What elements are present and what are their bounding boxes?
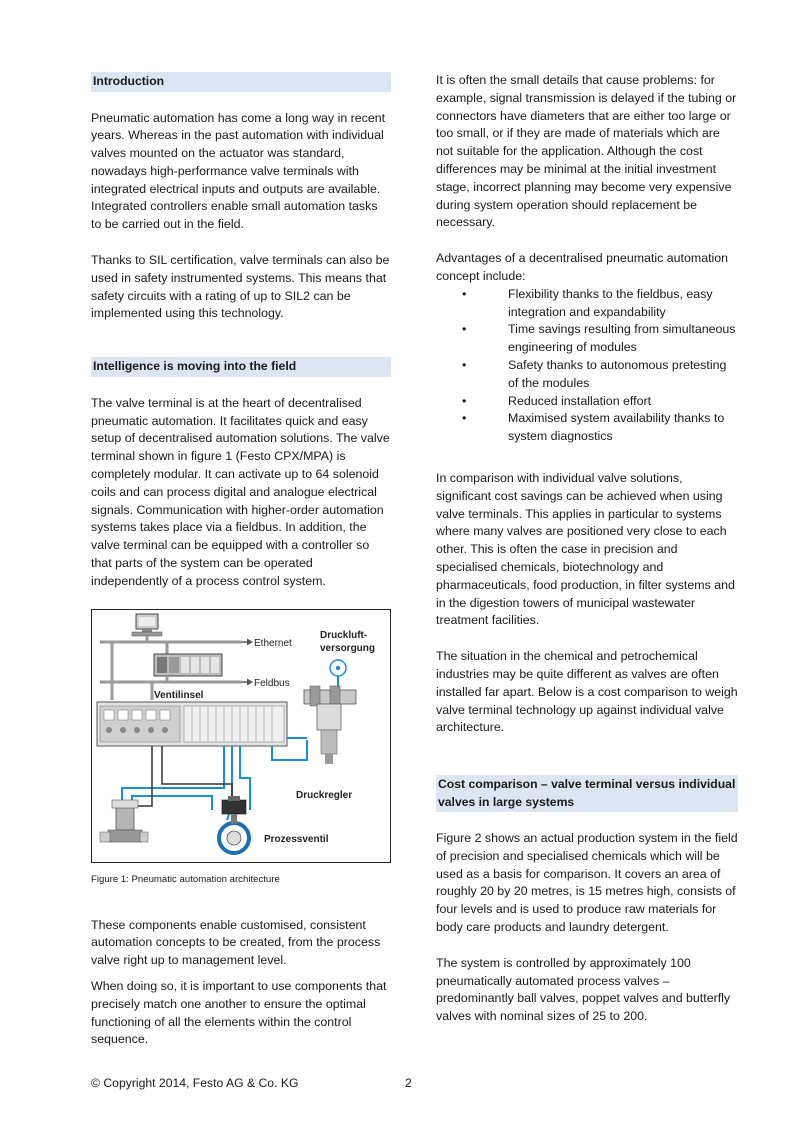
heading-intelligence: Intelligence is moving into the field	[91, 357, 391, 377]
paragraph: The valve terminal is at the heart of decentralised pneumatic automation. It facilitates quick and easy setup of decentralised automation solutions. The valve terminal shown in figure 1 (Festo CPX/MPA) is completely modular. It can activate up to 64 solenoid coils and can process digital and analogue electrical signals. Communication with higher-order automation systems takes place via a fieldbus. In addition, the valve terminal can be equipped with a controller so that parts of the system can be operated independently of a process control system.	[91, 395, 390, 588]
paragraph: Advantages of a decentralised pneumatic automation concept include:	[436, 251, 729, 283]
list-item: • Flexibility thanks to the fieldbus, easy integration and expandability	[462, 286, 713, 319]
label-ventilinsel: Ventilinsel	[154, 689, 204, 701]
list-item: • Time savings resulting from simultaneous engineering of modules	[462, 322, 736, 355]
paragraph: It is often the small details that cause problems: for example, signal transmission is delayed if the tubing or connectors have diameters that are either too large or too small, or if they are made of materials which are not suitable for the application. Although the cost differences may be minimal at the initial investment stage, incorrect planning may become very expensive during system operation should replacement be necessary.	[436, 73, 737, 230]
label-ethernet: Ethernet	[254, 637, 292, 649]
pressure-regulator-icon	[304, 686, 356, 764]
right-column	[436, 72, 738, 1026]
left-column	[91, 72, 391, 1049]
architecture-diagram	[92, 610, 390, 862]
tubing	[122, 738, 307, 825]
paragraph: These components enable customised, consistent automation concepts to be created, from the process valve right up to management level.	[91, 917, 381, 968]
paragraph: Figure 2 shows an actual production system in the field of precision and specialised chemicals which will be used as a basis for comparison. It covers an area of roughly 20 by 20 metres, is 15 metres high, consists of four levels and is used to produce raw materials for body care products and laundry detergent.	[436, 831, 738, 935]
list-item: • Reduced installation effort	[462, 393, 652, 408]
paragraph: In comparison with individual valve solutions, significant cost savings can be achieved when using valve terminals. This applies in particular to systems where many valves are positioned very close to each other. This is often the case in precision and specialised chemicals, biotechnology and pharmaceuticals, food production, in filter systems and in the digestion towers of municipal wastewater treatment facilities.	[436, 470, 735, 628]
butterfly-valve-icon	[219, 796, 249, 853]
controller-icon	[154, 654, 222, 676]
paragraph: When doing so, it is important to use components that precisely match one another to ensure the optimal functioning of all the elements within the control sequence.	[91, 978, 387, 1047]
paragraph: The situation in the chemical and petrochemical industries may be quite different as valves are often installed far apart. Below is a cost comparison to weigh valve terminal technology up against individual valve architecture.	[436, 649, 738, 735]
list-item: • Maximised system availability thanks to system diagnostics	[462, 411, 725, 444]
list-item: • Safety thanks to autonomous pretesting of the modules	[462, 357, 727, 390]
figure-caption: Figure 1: Pneumatic automation architecture	[91, 873, 280, 885]
air-supply-icon	[330, 660, 346, 690]
cables	[134, 746, 232, 808]
label-prozessventil: Prozessventil	[264, 833, 329, 845]
figure-architecture	[91, 609, 391, 863]
label-feldbus: Feldbus	[254, 677, 290, 689]
label-druckluft-2: versorgung	[320, 642, 376, 654]
label-druckluft-1: Druckluft-	[320, 629, 368, 641]
footer-copyright: © Copyright 2014, Festo AG & Co. KG	[91, 1076, 299, 1090]
paragraph: Pneumatic automation has come a long way in recent years. Whereas in the past automation with individual valves mounted on the actuator was standard, nowadays high-performance valve terminals with integrated electrical inputs and outputs are available. Integrated controllers enable small automation tasks to be carried out in the field.	[91, 110, 386, 232]
paragraph: The system is controlled by approximately 100 pneumatically automated process valves – predominantly ball valves, poppet valves and butterfly valves with nominal sizes of 25 to 200.	[436, 955, 731, 1024]
page-number: 2	[405, 1076, 412, 1090]
paragraph: Thanks to SIL certification, valve terminals can also be used in safety instrumented systems. This means that safety circuits with a rating of up to SIL2 can be implemented using this technology.	[91, 253, 390, 321]
heading-introduction: Introduction	[91, 72, 391, 92]
label-druckregler: Druckregler	[296, 789, 353, 801]
heading-cost-comparison: Cost comparison – valve terminal versus individual valves in large systems	[436, 775, 738, 812]
computer-icon	[132, 614, 162, 636]
valve-terminal-icon	[97, 702, 287, 746]
advantages-list	[436, 286, 738, 446]
